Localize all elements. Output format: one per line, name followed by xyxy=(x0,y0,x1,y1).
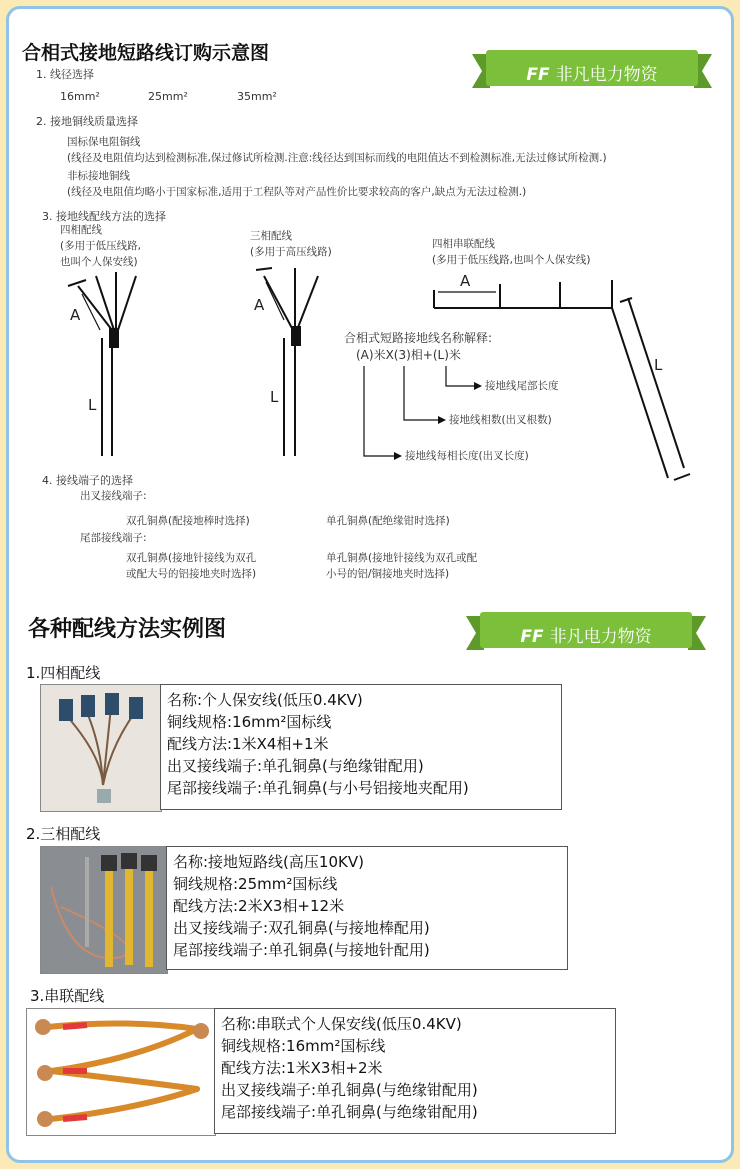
brand-name-2: 非凡电力物资 xyxy=(549,627,652,647)
label-a-three: A xyxy=(254,296,265,314)
size-25: 25mm² xyxy=(148,90,188,103)
fork-option-double: 双孔铜鼻(配接地棒时选择) xyxy=(126,515,250,527)
label-a-series: A xyxy=(460,272,471,290)
example-four-method: 配线方法:1米X4相+1米 xyxy=(167,735,329,753)
example-series-info xyxy=(214,1008,616,1134)
label-a-four: A xyxy=(70,306,81,324)
brand-mark-2: FF xyxy=(520,627,544,647)
tail-option-double-2: 或配大号的铝接地夹时选择) xyxy=(126,568,257,580)
example-series-spec: 铜线规格:16mm²国标线 xyxy=(221,1037,386,1055)
fork-option-single: 单孔铜鼻(配绝缘钳时选择) xyxy=(326,515,450,527)
example-four-heading: 1.四相配线 xyxy=(26,664,101,682)
method-four-note2: 也叫个人保安线) xyxy=(60,256,138,268)
tail-terminal-label: 尾部接线端子: xyxy=(80,532,147,544)
example-series-tail: 尾部接线端子:单孔铜鼻(与绝缘钳配用) xyxy=(221,1103,478,1121)
example-four-tail: 尾部接线端子:单孔铜鼻(与小号铝接地夹配用) xyxy=(167,779,469,797)
label-l-series: L xyxy=(654,356,663,374)
example-series-method: 配线方法:1米X3相+2米 xyxy=(221,1059,383,1077)
example-four-spec: 铜线规格:16mm²国标线 xyxy=(167,713,332,731)
method-three-note: (多用于高压线路) xyxy=(250,246,332,258)
section-quality: 2. 接地铜线质量选择 xyxy=(36,115,138,128)
example-four-info xyxy=(160,684,562,810)
section-wire-size: 1. 线径选择 xyxy=(36,68,94,81)
size-16: 16mm² xyxy=(60,90,100,103)
example-four-name: 名称:个人保安线(低压0.4KV) xyxy=(167,691,363,709)
example-four-fork: 出叉接线端子:单孔铜鼻(与绝缘钳配用) xyxy=(167,757,424,775)
three-phase-photo xyxy=(40,846,168,974)
quality-standard-title: 国标保电阻铜线 xyxy=(67,136,141,148)
method-series-note: (多用于低压线路,也叫个人保安线) xyxy=(432,254,591,266)
section-method: 3. 接地线配线方法的选择 xyxy=(42,210,166,223)
example-three-fork: 出叉接线端子:双孔铜鼻(与接地棒配用) xyxy=(173,919,430,937)
method-three-title: 三相配线 xyxy=(250,230,292,242)
example-three-method: 配线方法:2米X3相+12米 xyxy=(173,897,345,915)
method-four-title: 四相配线 xyxy=(60,224,102,236)
naming-title: 合相式短路接地线名称解释: xyxy=(344,331,493,345)
label-l-four: L xyxy=(88,396,97,414)
example-series-fork: 出叉接线端子:单孔铜鼻(与绝缘钳配用) xyxy=(221,1081,478,1099)
example-three-spec: 铜线规格:25mm²国标线 xyxy=(173,875,338,893)
naming-tail-length: 接地线尾部长度 xyxy=(485,380,559,392)
tail-option-single-1: 单孔铜鼻(接地针接线为双孔或配 xyxy=(326,552,478,564)
example-three-heading: 2.三相配线 xyxy=(26,825,101,843)
naming-each-length: 接地线每相长度(出叉长度) xyxy=(405,450,529,462)
example-series-name: 名称:串联式个人保安线(低压0.4KV) xyxy=(221,1015,462,1033)
brand-ribbon-bottom xyxy=(466,610,706,656)
quality-standard-desc: (线径及电阻值均达到检测标准,保过修试所检测.注意:线径达到国标而线的电阻值达不到检测标准,无法过修试所检测.) xyxy=(67,152,607,164)
method-four-note1: (多用于低压线路, xyxy=(60,240,141,252)
examples-title: 各种配线方法实例图 xyxy=(28,617,227,642)
section-terminal: 4. 接线端子的选择 xyxy=(42,474,133,487)
order-title: 合相式接地短路线订购示意图 xyxy=(22,42,270,64)
brand-name: 非凡电力物资 xyxy=(555,65,658,85)
brand-mark: FF xyxy=(526,65,550,85)
naming-phases: 接地线相数(出叉根数) xyxy=(449,414,552,426)
example-series-heading: 3.串联配线 xyxy=(30,987,105,1005)
quality-nonstandard-title: 非标接地铜线 xyxy=(67,170,130,182)
tail-option-double-1: 双孔铜鼻(接地针接线为双孔 xyxy=(126,552,257,564)
four-phase-photo xyxy=(40,684,162,812)
tail-option-single-2: 小号的铝/铜接地夹时选择) xyxy=(326,568,450,580)
example-three-tail: 尾部接线端子:单孔铜鼻(与接地针配用) xyxy=(173,941,430,959)
example-three-info xyxy=(166,846,568,970)
method-series-title: 四相串联配线 xyxy=(432,238,495,250)
naming-formula: (A)米X(3)相+(L)米 xyxy=(356,348,461,362)
series-photo xyxy=(26,1008,216,1136)
quality-nonstandard-desc: (线径及电阻值均略小于国家标准,适用于工程队等对产品性价比要求较高的客户,缺点为无法过检测.) xyxy=(67,186,527,198)
label-l-three: L xyxy=(270,388,279,406)
size-35: 35mm² xyxy=(237,90,277,103)
example-three-name: 名称:接地短路线(高压10KV) xyxy=(173,853,364,871)
fork-terminal-label: 出叉接线端子: xyxy=(80,490,147,502)
